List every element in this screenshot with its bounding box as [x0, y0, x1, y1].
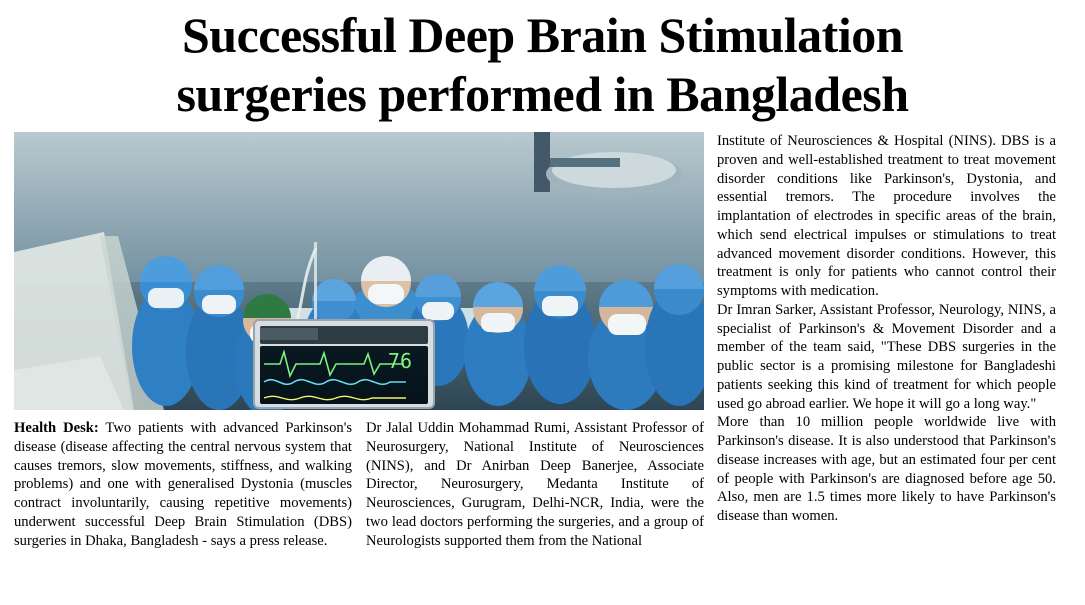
column-3-paragraph-1: Institute of Neurosciences & Hospital (NINS). DBS is a proven and well-established treatment to treat movement disorder conditions like Parkinson's, Dystonia, and essential tremors. The procedure involves the implantation of electrodes in specific areas of the brain, which send electrical impulses or stimulations to treat advanced movement disorder conditions. However, this treatment is only for patients who cannot control their symptoms with medication. [717, 133, 1056, 299]
column-1 [14, 419, 352, 550]
svg-text:76: 76 [387, 349, 412, 373]
health-desk-label: Health Desk: [14, 420, 99, 436]
column-2 [366, 419, 704, 550]
lower-columns [14, 419, 704, 550]
article-body [14, 132, 1071, 550]
left-block [14, 132, 704, 550]
column-1-paragraph [14, 419, 352, 550]
article-photo [14, 132, 704, 410]
column-3 [704, 132, 1056, 526]
vital-signs-monitor [254, 320, 434, 408]
headline-line-1: Successful Deep Brain Stimulation [181, 7, 904, 63]
headline-line-2: surgeries performed in Bangladesh [176, 66, 909, 122]
column-2-paragraph: Dr Jalal Uddin Mohammad Rumi, Assistant Professor of Neurosurgery, National Institute of Neurosciences (NINS), and Dr Anirban Deep Banerjee, Associate Director, Neurosurgery, Medanta Institute of Neurosciences, Gurugram, Delhi-NCR, India, were the two lead doctors performing the surgeries, and a group of Neurologists supported them from the National [366, 420, 704, 549]
operating-room-photo-illustration [14, 132, 704, 410]
column-3-paragraph-3: More than 10 million people worldwide live with Parkinson's disease. It is also understood that Parkinson's disease increases with age, but an estimated four per cent of people with Parkinson's are diagnosed before age 50. Also, men are 1.5 times more likely to have Parkinson's disease than women. [717, 414, 1056, 524]
column-1-text: Two patients with advanced Parkinson's disease (disease affecting the central nervous system that causes tremors, slow movements, stiffness, and walking problems) and one with generalised Dystonia (muscles contract involuntarily, causing repetitive movements) underwent successful Deep Brain Stimulation (DBS) surgeries in Dhaka, Bangladesh - says a press release. [14, 420, 352, 549]
page-title [14, 6, 1071, 124]
column-3-paragraph-2: Dr Imran Sarker, Assistant Professor, Neurology, NINS, a specialist of Parkinson's & Movement Disorder and a member of the team said, "These DBS surgeries in the public sector is a promising milestone for Bangladeshi patients seeking this kind of treatment for which people used go abroad earlier. We hope it will go a long way." [717, 301, 1056, 412]
